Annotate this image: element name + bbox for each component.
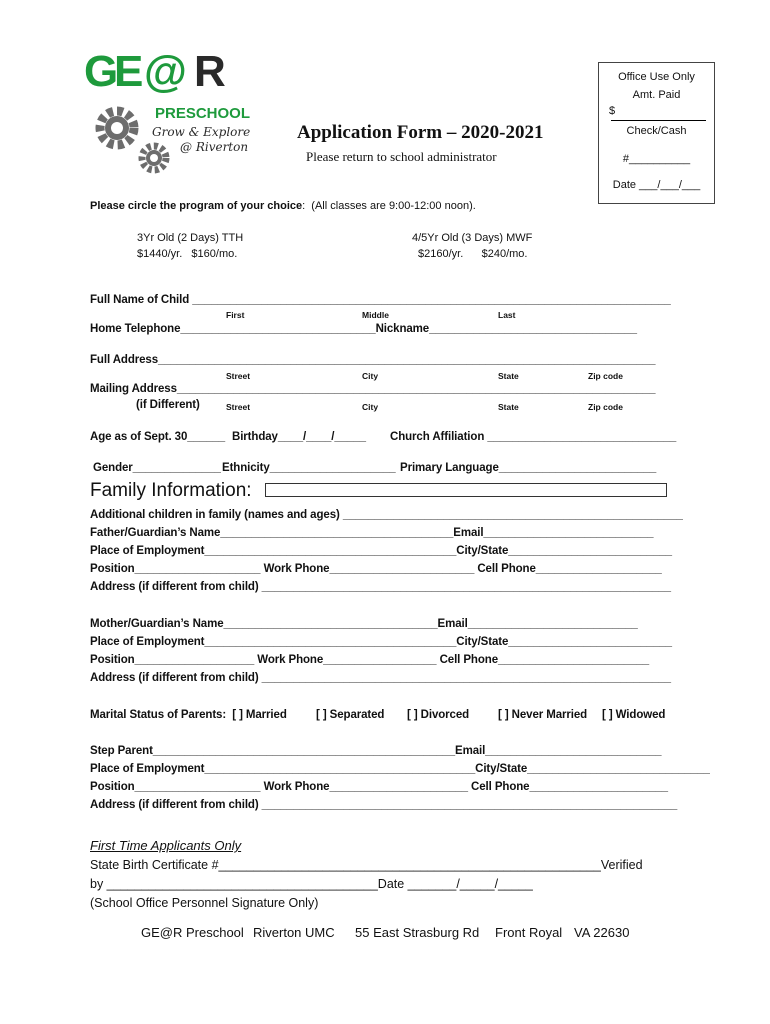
mailing-zip-label: Zip code	[588, 402, 623, 412]
mother-name-email-field[interactable]: Mother/Guardian’s Name__________________________________Email___________________________	[90, 618, 638, 630]
program-prompt: Please circle the program of your choice	[90, 200, 303, 212]
office-title: Office Use Only	[618, 71, 695, 83]
office-amt-line	[611, 120, 706, 121]
father-phone-field[interactable]: Position____________________ Work Phone_______________________ Cell Phone____________________	[90, 563, 662, 575]
page-subtitle: Please return to school administrator	[306, 149, 497, 164]
additional-children-field[interactable]: Additional children in family (names and ages) ______________________________________________________	[90, 509, 683, 521]
program-choice-line	[90, 200, 476, 212]
svg-text:@: @	[144, 48, 187, 96]
office-date: Date ___/___/___	[612, 179, 701, 191]
first-label: First	[226, 310, 245, 320]
program-note: : (All classes are 9:00-12:00 noon).	[302, 200, 476, 212]
gear-preschool-logo	[82, 48, 272, 178]
marital-married-option[interactable]: Marital Status of Parents: [ ] Married	[90, 709, 287, 721]
marital-divorced-option[interactable]: [ ] Divorced	[407, 709, 470, 721]
small-gear-icon	[142, 146, 166, 170]
office-number: #__________	[622, 153, 691, 165]
program-option-2-days: 4/5Yr Old (3 Days) MWF	[412, 232, 533, 244]
mailing-city-label: City	[362, 402, 379, 412]
marital-widowed-option[interactable]: [ ] Widowed	[602, 709, 666, 721]
ethnicity-field[interactable]: Ethnicity____________________	[222, 462, 396, 474]
mailing-state-label: State	[498, 402, 519, 412]
father-address-field[interactable]: Address (if different from child) _________________________________________________________________	[90, 581, 671, 593]
step-address-field[interactable]: Address (if different from child) __________________________________________________________________	[90, 799, 678, 811]
last-label: Last	[498, 310, 516, 320]
step-phone-field[interactable]: Position____________________ Work Phone______________________ Cell Phone______________________	[90, 781, 668, 793]
if-different-label: (if Different)	[136, 399, 200, 411]
signature-note: (School Office Personnel Signature Only)	[90, 896, 319, 910]
state-label: State	[498, 371, 519, 381]
birth-certificate-field[interactable]: State Birth Certificate #_______________________________________________________Verified	[90, 858, 643, 872]
footer-school-name: GE@R Preschool	[141, 925, 244, 940]
office-amt-paid: Amt. Paid	[632, 89, 681, 101]
family-information-box	[265, 483, 667, 497]
logo-location: @ Riverton	[180, 140, 249, 154]
gender-field[interactable]: Gender______________	[93, 462, 221, 474]
mother-employment-field[interactable]: Place of Employment________________________________________City/State__________________________	[90, 636, 672, 648]
marital-never-married-option[interactable]: [ ] Never Married	[498, 709, 588, 721]
middle-label: Middle	[362, 310, 389, 320]
program-option-1-price: $1440/yr. $160/mo.	[137, 248, 238, 260]
office-use-box	[598, 62, 715, 204]
step-parent-email-field[interactable]: Step Parent________________________________________________Email____________________________	[90, 745, 662, 757]
footer-street: 55 East Strasburg Rd	[355, 925, 480, 940]
office-dollar: $	[609, 105, 616, 117]
first-time-applicants-heading: First Time Applicants Only	[90, 838, 242, 853]
family-information-heading: Family Information:	[90, 480, 252, 501]
verified-by-date-field[interactable]: by _______________________________________Date _______/_____/_____	[90, 877, 533, 891]
large-gear-icon	[100, 111, 134, 145]
mother-phone-field[interactable]: Position___________________ Work Phone__________________ Cell Phone________________________	[90, 654, 650, 666]
svg-text:R: R	[194, 48, 226, 96]
father-employment-field[interactable]: Place of Employment________________________________________City/State__________________________	[90, 545, 672, 557]
mailing-street-label: Street	[226, 402, 251, 412]
svg-text:E: E	[114, 48, 144, 96]
street-label: Street	[226, 371, 251, 381]
logo-tagline: Grow & Explore	[152, 125, 251, 139]
marital-separated-option[interactable]: [ ] Separated	[316, 709, 385, 721]
office-check-cash: Check/Cash	[626, 125, 687, 137]
age-field[interactable]: Age as of Sept. 30______	[90, 431, 226, 443]
footer-state-zip: VA 22630	[574, 925, 630, 940]
child-full-name-field[interactable]: Full Name of Child ____________________________________________________________________________	[90, 294, 671, 306]
logo-graphic	[82, 48, 272, 178]
primary-language-field[interactable]: Primary Language_________________________	[400, 462, 657, 474]
program-option-2-price: $2160/yr. $240/mo.	[418, 248, 528, 260]
logo-ge: G	[84, 48, 119, 96]
birthday-field[interactable]: Birthday____/____/_____	[232, 431, 366, 443]
logo-preschool: PRESCHOOL	[155, 105, 251, 122]
footer-church: Riverton UMC	[253, 925, 335, 940]
step-employment-field[interactable]: Place of Employment___________________________________________City/State_____________________________	[90, 763, 710, 775]
city-label: City	[362, 371, 379, 381]
footer-city: Front Royal	[495, 925, 563, 940]
full-address-field[interactable]: Full Address_______________________________________________________________________________	[90, 354, 656, 366]
home-telephone-nickname-field[interactable]: Home Telephone_______________________________Nickname_________________________________	[90, 323, 637, 335]
zip-label: Zip code	[588, 371, 623, 381]
mailing-address-field[interactable]: Mailing Address____________________________________________________________________________	[90, 383, 656, 395]
church-affiliation-field[interactable]: Church Affiliation ______________________________	[390, 431, 677, 443]
father-name-email-field[interactable]: Father/Guardian’s Name_____________________________________Email___________________________	[90, 527, 654, 539]
page-title: Application Form – 2020-2021	[297, 122, 544, 143]
program-option-1-days: 3Yr Old (2 Days) TTH	[137, 232, 244, 244]
mother-address-field[interactable]: Address (if different from child) _________________________________________________________________	[90, 672, 671, 684]
